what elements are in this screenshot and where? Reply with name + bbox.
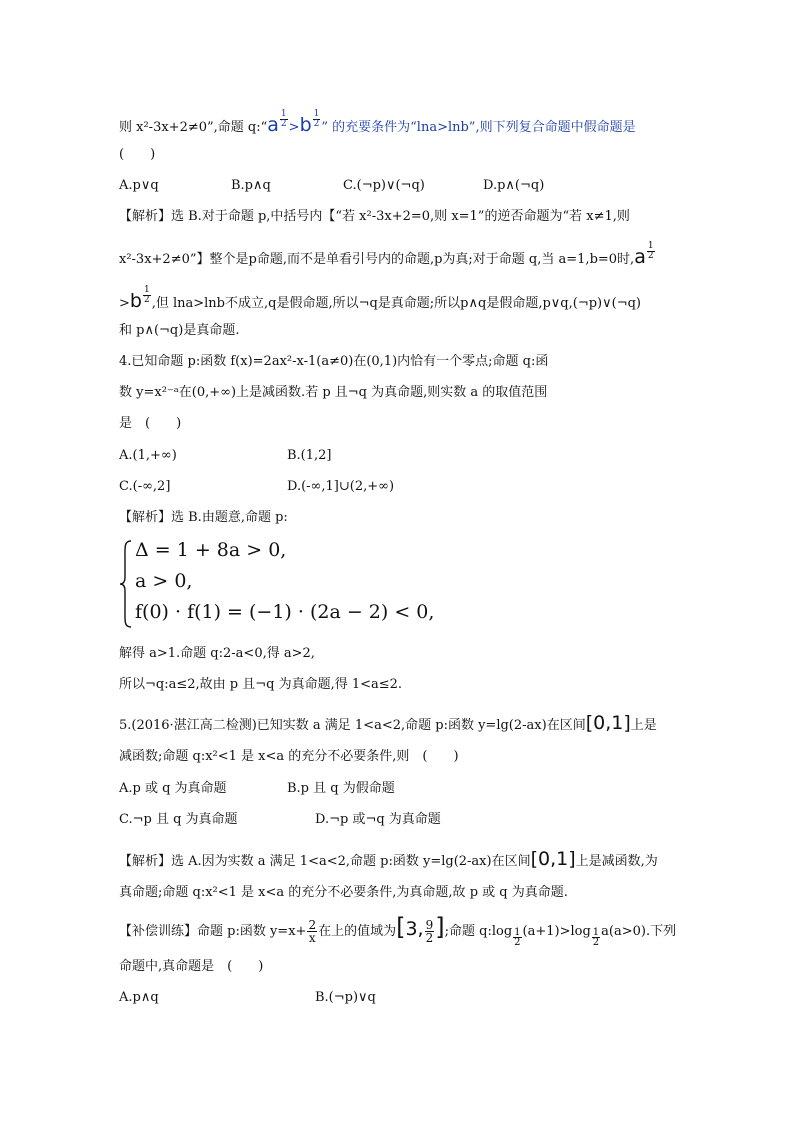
q5-option-d: D.¬p 或¬q 为真命题: [315, 812, 441, 827]
q3-gt-2: >: [119, 296, 130, 311]
q3-a-exponent-2: $\frac{1}{2}$: [647, 241, 654, 261]
supp-line1-b: 在上的值域为: [318, 924, 397, 939]
q3-paren: ( ): [119, 147, 156, 162]
left-bracket-icon: [: [396, 913, 406, 941]
supp-range-start: 3,: [405, 918, 424, 940]
q4-stem-line2: 数 y=x²⁻ᵃ在(0,+∞)上是减函数.若 p 且¬q 为真命题,则实数 a 的取值范围: [119, 385, 548, 400]
q4-analysis-head: 【解析】选 B.由题意,命题 p:: [119, 510, 288, 525]
q5-stem-line1-end: 上是: [630, 718, 657, 733]
q3-option-d: D.p∧(¬q): [483, 178, 545, 193]
q3-analysis-line4: 和 p∧(¬q)是真命题.: [119, 323, 240, 338]
q3-gt: >: [288, 120, 300, 135]
q3-b-base: b: [299, 114, 312, 136]
q4-option-d: D.(-∞,1]∪(2,+∞): [287, 479, 395, 494]
supp-line1-e: a(a>0).下列: [601, 924, 677, 939]
q4-system-row-2: a > 0,: [135, 570, 193, 592]
q3-analysis-line2-text: x²-3x+2≠0”】整个是p命题,而不是单看引号内的命题,p为真;对于命题 q,当 a=1,b=0时,: [119, 252, 635, 267]
q3-a-base: a: [267, 114, 279, 136]
left-brace-icon: [119, 539, 133, 629]
q5-stem-line1: [119, 714, 657, 735]
supp-log-base-1: $\frac{1}{2}$: [514, 927, 521, 948]
q5-analysis-line1: [119, 850, 658, 871]
q3-stem-line1: [119, 109, 636, 137]
q3-analysis-line3: [119, 285, 641, 313]
q4-option-c: C.(-∞,2]: [119, 479, 171, 494]
q4-inequality-system: [119, 539, 439, 629]
q4-system-row-3: f(0) · f(1) = (−1) · (2a − 2) < 0,: [135, 601, 435, 623]
supp-line1-a: 【补偿训练】命题 p:函数 y=x+: [119, 924, 307, 939]
supp-line1-c: ;命题 q:log: [444, 924, 513, 939]
q5-stem-line2: 减函数;命题 q:x²<1 是 x<a 的充分不必要条件,则 ( ): [119, 749, 459, 764]
q5-analysis-line1-text: 【解析】选 A.因为实数 a 满足 1<a<2,命题 p:函数 y=lg(2-ax)在区间: [119, 854, 531, 869]
q5-option-c: C.¬p 且 q 为真命题: [119, 812, 238, 827]
q4-analysis-line2: 解得 a>1.命题 q:2-a<0,得 a>2,: [119, 646, 315, 661]
supp-log-base-2: $\frac{1}{2}$: [592, 927, 600, 948]
supp-range-fraction: $\frac{9}{2}$: [425, 918, 434, 945]
q3-analysis-line1: 【解析】选 B.对于命题 p,中括号内【“若 x²-3x+2=0,则 x=1”的逆否命题为“若 x≠1,则: [119, 209, 630, 224]
q5-interval: [0,1]: [585, 712, 631, 734]
supp-line1: [119, 913, 677, 948]
q3-analysis-line3-text: ,但 lna>lnb不成立,q是假命题,所以¬q是真命题;所以p∧q是假命题,p∨q,(¬p)∨(¬q): [151, 296, 641, 311]
q5-option-a: A.p 或 q 为真命题: [119, 781, 227, 796]
q4-option-b: B.(1,2]: [287, 448, 332, 463]
q3-b-exponent-2: $\frac{1}{2}$: [143, 285, 150, 305]
q3-a-exponent: $\frac{1}{2}$: [280, 109, 287, 129]
q5-interval-2: [0,1]: [530, 848, 576, 870]
q4-stem-line3: 是 ( ): [119, 416, 182, 431]
supp-option-b: B.(¬p)∨q: [315, 990, 376, 1005]
q3-option-c: C.(¬p)∨(¬q): [343, 178, 425, 193]
supp-line1-d: (a+1)>log: [522, 924, 591, 939]
right-bracket-icon: ]: [435, 913, 445, 941]
q4-analysis-line3: 所以¬q:a≤2,故由 p 且¬q 为真命题,得 1<a≤2.: [119, 677, 403, 692]
q4-system-row-1: Δ = 1 + 8a > 0,: [135, 539, 287, 561]
q5-stem-line1-text: 5.(2016·湛江高二检测)已知实数 a 满足 1<a<2,命题 p:函数 y=lg(2-ax)在区间: [119, 718, 586, 733]
q5-analysis-line1-end: 上是减函数,为: [575, 854, 658, 869]
q3-stem-b: ” 的充要条件为“lna>lnb”,则下列复合命题中假命题是: [321, 120, 636, 135]
supp-line2: 命题中,真命题是 ( ): [119, 959, 264, 974]
q3-a-base-2: a: [634, 246, 646, 268]
q3-analysis-line2: [119, 241, 656, 269]
q3-stem-a: 则 x²-3x+2≠0”,命题 q:“: [119, 120, 268, 135]
q4-stem-line1: 4.已知命题 p:函数 f(x)=2ax²-x-1(a≠0)在(0,1)内恰有一个零点;命题 q:函: [119, 354, 549, 369]
q5-analysis-line2: 真命题;命题 q:x²<1 是 x<a 的充分不必要条件,为真命题,故 p 或 q 为真命题.: [119, 885, 568, 900]
q4-option-a: A.(1,+∞): [119, 448, 177, 463]
q3-option-a: A.p∨q: [119, 178, 159, 193]
q5-option-b: B.p 且 q 为假命题: [287, 781, 395, 796]
q3-b-exponent: $\frac{1}{2}$: [313, 109, 320, 129]
q3-b-base-2: b: [129, 290, 142, 312]
supp-option-a: A.p∧q: [119, 990, 159, 1005]
supp-fraction-2-over-x: $\frac{2}{x}$: [308, 918, 317, 945]
q3-option-b: B.p∧q: [231, 178, 271, 193]
